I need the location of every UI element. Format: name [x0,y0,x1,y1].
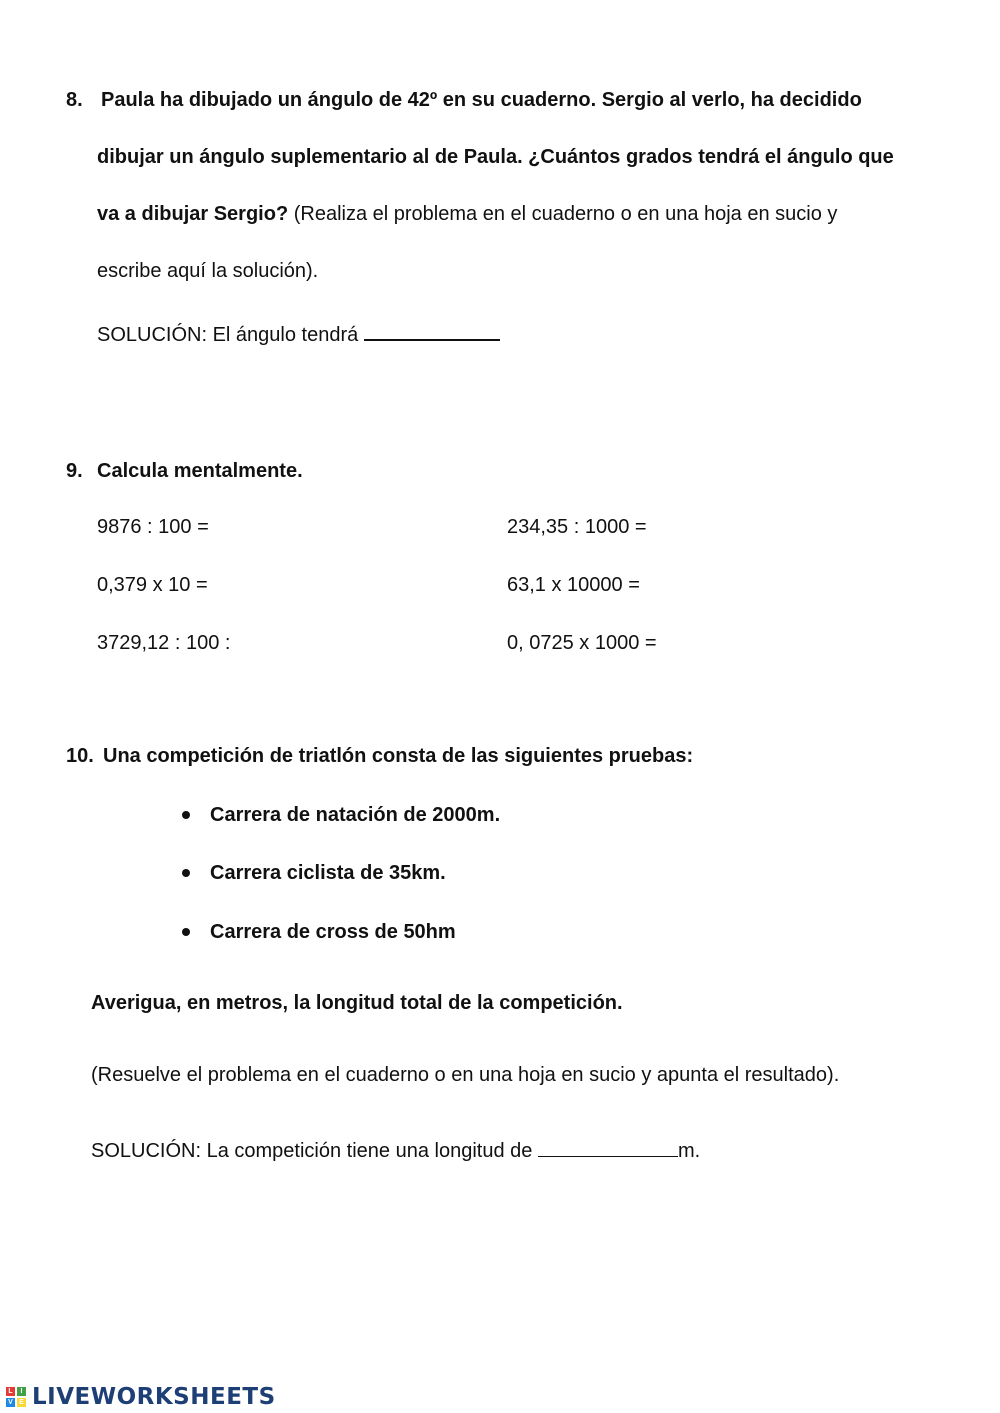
liveworksheets-logo-icon [6,1387,26,1407]
q10-question: Averigua, en metros, la longitud total de la competición. [91,992,623,1014]
q8-line-3-normal: (Realiza el problema en el cuaderno o en una hoja en sucio y [288,203,838,225]
q8-line-3-bold: va a dibujar Sergio? [97,203,289,225]
q8-solution-label: SOLUCIÓN: El ángulo tendrá [97,324,364,346]
liveworksheets-logo [6,1384,276,1410]
q9-right-item: 0, 0725 x 1000 = [507,632,657,654]
logo-square: V [6,1398,15,1407]
q9-left-item: 0,379 x 10 = [97,574,208,596]
q8-line-2: dibujar un ángulo suplementario al de Paula. ¿Cuántos grados tendrá el ángulo que [97,146,894,168]
q10-bullet-item: Carrera de natación de 2000m. [210,804,501,826]
q8-line-4: escribe aquí la solución). [97,260,319,282]
bullet-icon [182,811,190,819]
liveworksheets-logo-text: LIVEWORKSHEETS [32,1384,276,1410]
q8-number: 8. [66,89,83,111]
q8-answer-blank[interactable] [364,319,500,341]
q10-solution-label: SOLUCIÓN: La competición tiene una longitud de [91,1140,538,1162]
q8-line-3 [97,204,837,224]
q10-instructions: (Resuelve el problema en el cuaderno o en una hoja en sucio y apunta el resultado). [91,1064,840,1086]
q10-answer-blank[interactable] [538,1136,678,1157]
q9-right-item: 63,1 x 10000 = [507,574,640,596]
q8-line-1: Paula ha dibujado un ángulo de 42º en su cuaderno. Sergio al verlo, ha decidido [101,89,862,111]
q10-number: 10. [66,745,94,767]
logo-square: I [17,1387,26,1396]
q9-left-item: 9876 : 100 = [97,516,209,538]
bullet-icon [182,928,190,936]
q9-right-item: 234,35 : 1000 = [507,516,647,538]
q9-left-item: 3729,12 : 100 : [97,632,231,654]
logo-square: E [17,1398,26,1407]
q9-number: 9. [66,460,83,482]
q9-title: Calcula mentalmente. [97,460,303,482]
q10-title: Una competición de triatlón consta de las siguientes pruebas: [103,745,694,767]
q10-bullet-item: Carrera ciclista de 35km. [210,862,446,884]
q10-solution-unit: m. [677,1140,701,1162]
logo-square: L [6,1387,15,1396]
q10-solution [91,1136,700,1161]
bullet-icon [182,869,190,877]
q10-bullet-item: Carrera de cross de 50hm [210,921,456,943]
q8-solution [97,319,500,345]
